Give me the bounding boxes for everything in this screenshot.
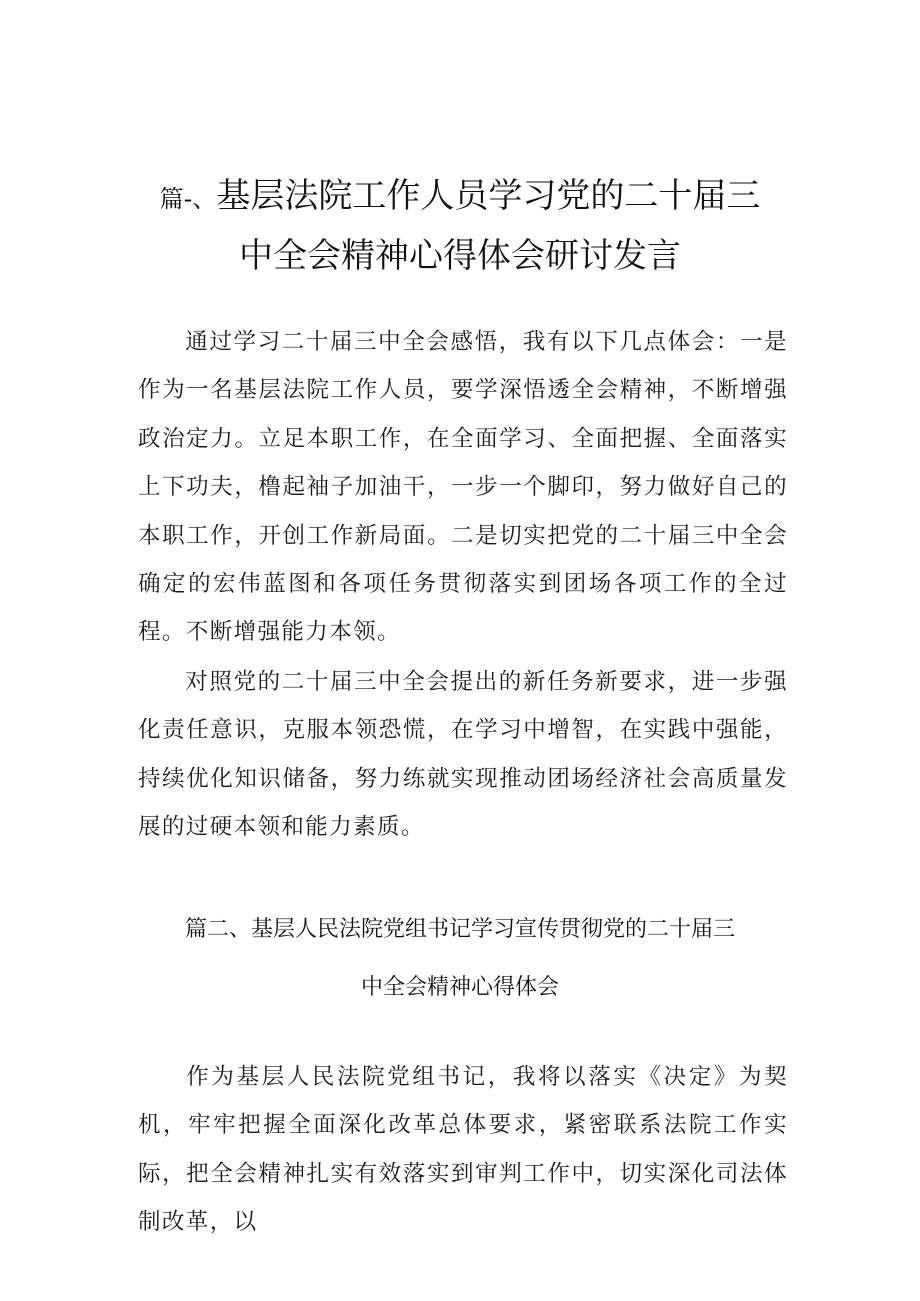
article1-title-prefix: 篇-、 bbox=[159, 185, 217, 213]
article1-paragraph2-text: 对照党的二十届三中全会提出的新任务新要求，进一步强化责任意识，克服本领恐慌，在学习中增智，在实践中强能，持续优化知识储备，努力练就实现推动团场经济社会高质量发展的过硬本领和能力素质。 bbox=[138, 669, 788, 841]
article1-title-line2: 中全会精神心得体会研讨发言 bbox=[239, 236, 681, 276]
article1-title-line1 bbox=[0, 168, 920, 217]
article2-title-line1: 篇二、基层人民法院党组书记学习宣传贯彻党的二十届三 bbox=[184, 917, 735, 942]
article1-paragraph1 bbox=[138, 318, 788, 657]
article2-title-line2: 中全会精神心得体会 bbox=[360, 975, 559, 1000]
article1-paragraph1-text: 通过学习二十届三中全会感悟，我有以下几点体会：一是作为一名基层法院工作人员，要学深悟透全会精神，不断增强政治定力。立足本职工作，在全面学习、全面把握、全面落实上下功夫，橹起袖子加油干，一步一个脚印，努力做好自己的本职工作，开创工作新局面。二是切实把党的二十届三中全会确定的宏伟蓝图和各项任务贯彻落实到团场各项工作的全过程。不断增强能力本领。 bbox=[138, 329, 788, 646]
article1-paragraph2 bbox=[138, 658, 788, 852]
article2-paragraph1 bbox=[138, 1053, 788, 1236]
article1-title-text: 基层法院工作人员学习党的二十届三 bbox=[216, 176, 761, 216]
article2-paragraph1-text: 作为基层人民法院党组书记，我将以落实《决定》为契机，牢牢把握全面深化改革总体要求，紧密联系法院工作实际，把全会精神扎实有效落实到审判工作中，切实深化司法体制改革，以 bbox=[138, 1064, 788, 1236]
